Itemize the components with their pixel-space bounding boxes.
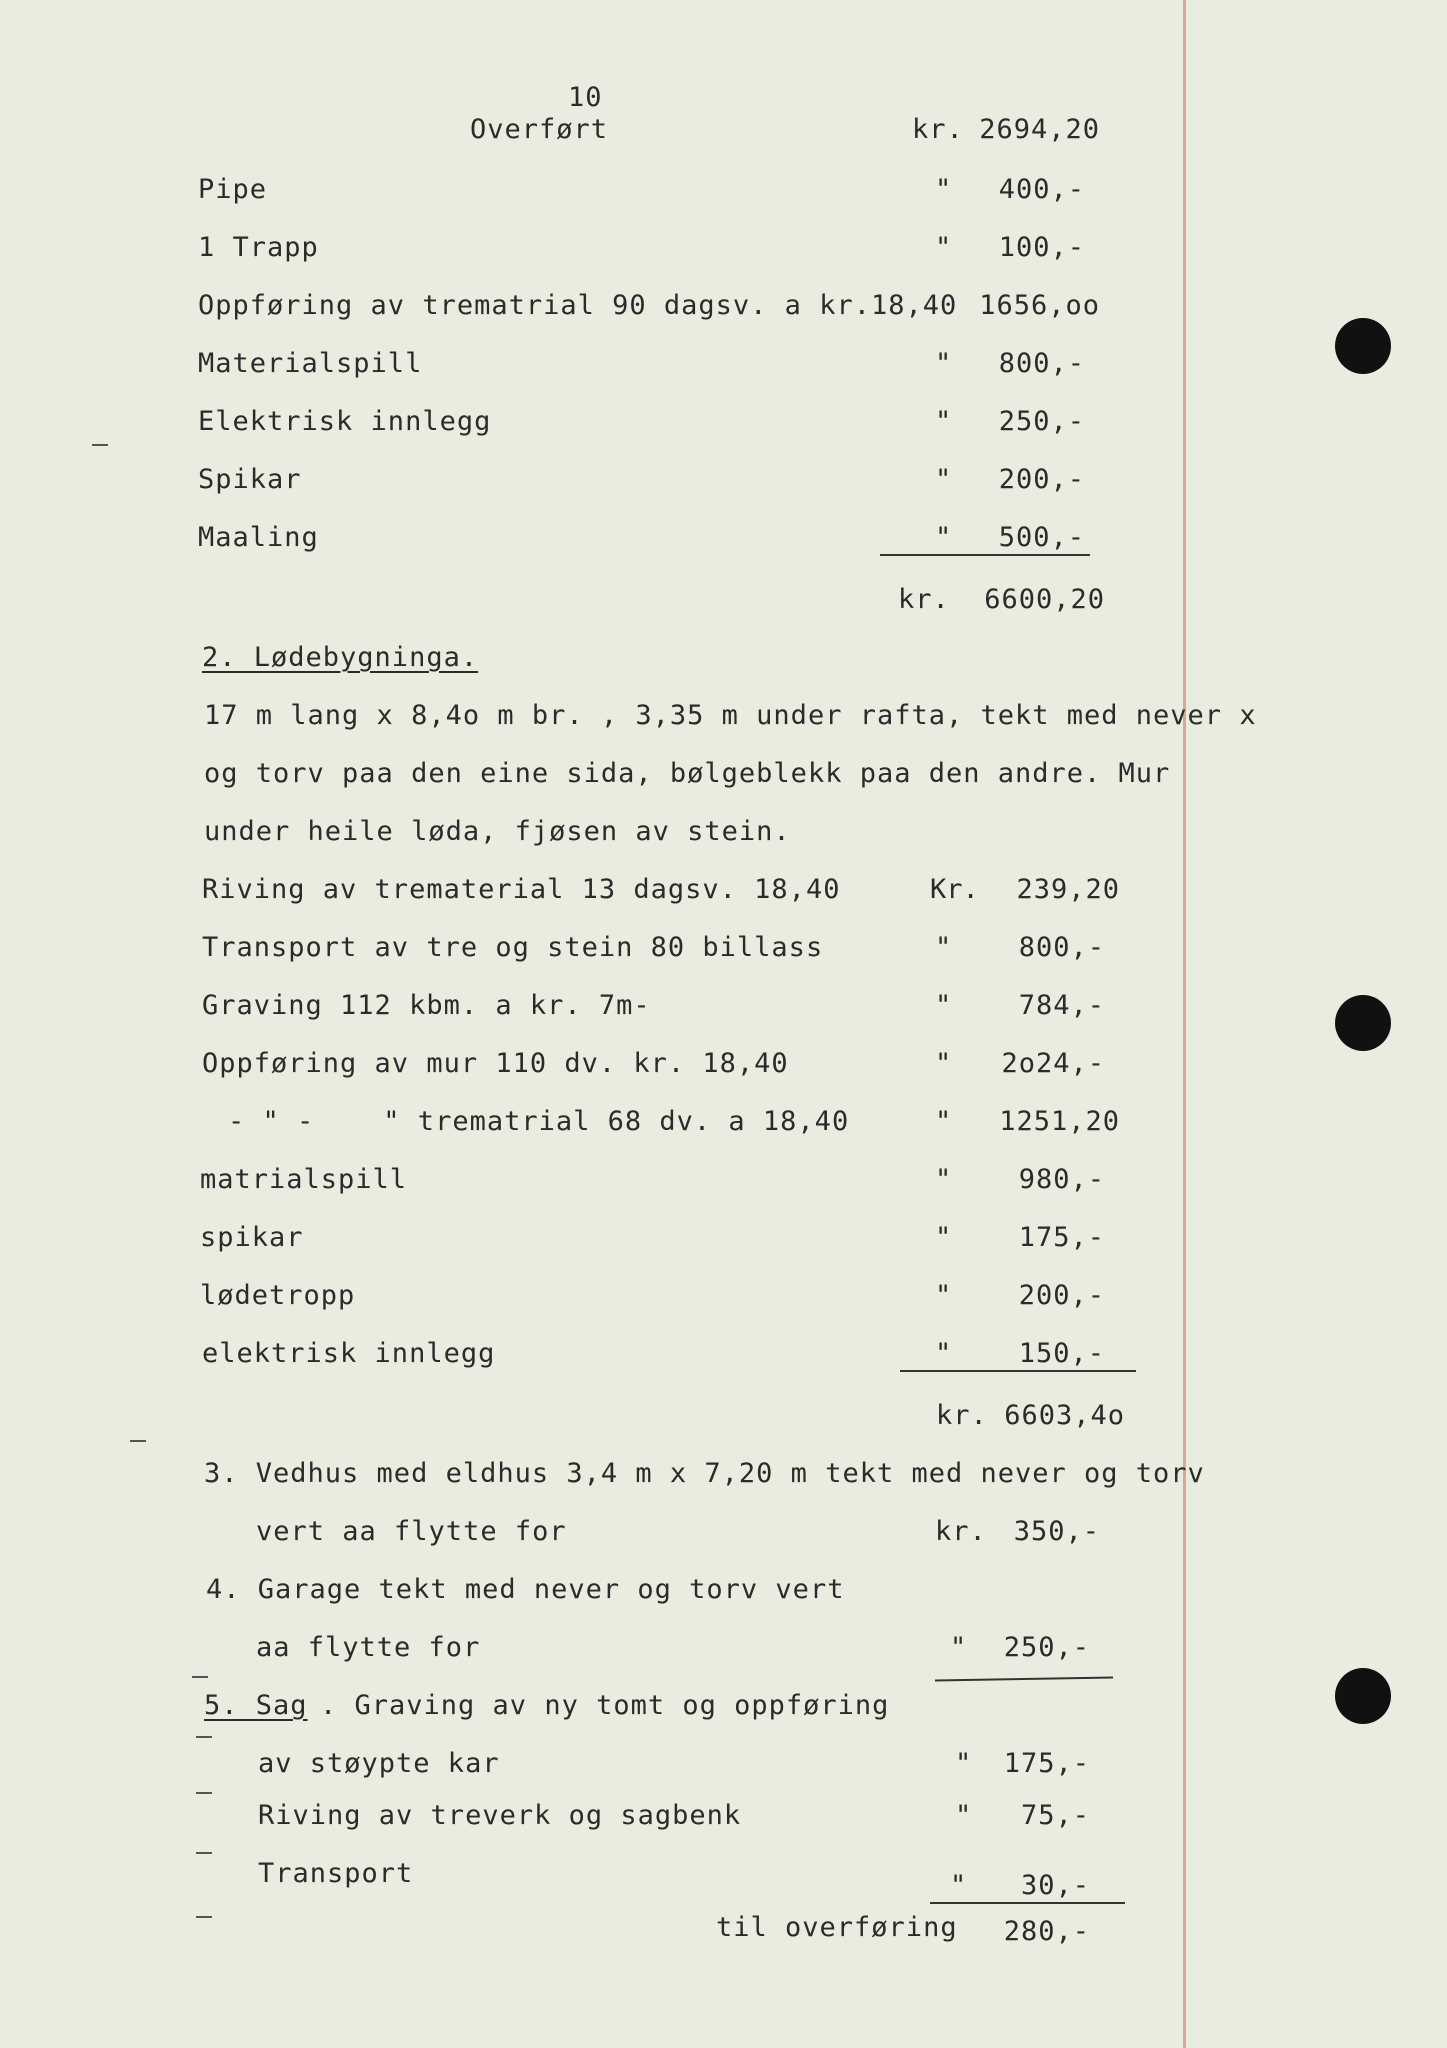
s5-item-label: Riving av treverk og sagbenk xyxy=(258,1800,742,1831)
s1-item-label: Maaling xyxy=(198,522,319,553)
s2-item-mark: " xyxy=(935,1048,952,1079)
margin-tick xyxy=(196,1736,212,1738)
s2-item-mark: " xyxy=(935,1338,952,1369)
header-currency: kr. xyxy=(912,114,964,145)
s2-total-currency: kr. xyxy=(936,1400,988,1431)
s2-item-label: spikar xyxy=(200,1222,304,1253)
s5-item-label: Transport xyxy=(258,1858,414,1889)
s5-item-mark: " xyxy=(955,1748,972,1779)
s1-item-mark: " xyxy=(935,522,952,553)
s5-item-mark: " xyxy=(955,1800,972,1831)
s1-item-mark: " xyxy=(935,348,952,379)
s4-line: 4. Garage tekt med never og torv vert xyxy=(206,1574,845,1605)
s2-item-label: lødetropp xyxy=(200,1280,356,1311)
s2-item-label: Transport av tre og stein 80 billass xyxy=(202,932,824,963)
s4-rule xyxy=(935,1676,1113,1681)
s3-line: 3. Vedhus med eldhus 3,4 m x 7,20 m tekt med never og torv xyxy=(204,1458,1205,1489)
s3-currency: kr. xyxy=(935,1516,987,1547)
s2-item-mark: " xyxy=(935,990,952,1021)
s2-description-line: 17 m lang x 8,4o m br. , 3,35 m under rafta, tekt med never x xyxy=(204,700,1257,731)
margin-tick xyxy=(92,444,108,446)
s5-item-amount: 75,- xyxy=(1020,1800,1090,1831)
s5-item-amount: 30,- xyxy=(1020,1870,1090,1901)
s2-item-label: Oppføring av mur 110 dv. kr. 18,40 xyxy=(202,1048,789,1079)
s1-item-amount: 400,- xyxy=(998,174,1085,205)
s1-item-label: Elektrisk innlegg xyxy=(198,406,492,437)
s5-total-rule xyxy=(930,1902,1125,1904)
s1-item-amount: 800,- xyxy=(998,348,1085,379)
s1-item-mark: " xyxy=(935,406,952,437)
margin-tick xyxy=(130,1440,146,1442)
s2-item-mark: " xyxy=(935,1222,952,1253)
s1-item-amount: 500,- xyxy=(998,522,1085,553)
s2-item-amount: 800,- xyxy=(1018,932,1105,963)
punch-hole-3 xyxy=(1335,1668,1391,1724)
s5-item-mark: " xyxy=(950,1870,967,1901)
s2-item-amount: 1251,20 xyxy=(999,1106,1120,1137)
s1-item-amount: 1656,oo xyxy=(979,290,1100,321)
s2-total: 6603,4o xyxy=(1004,1400,1125,1431)
s2-total-rule xyxy=(900,1370,1136,1372)
s2-description-line: under heile løda, fjøsen av stein. xyxy=(204,816,791,847)
s5-item-amount: 175,- xyxy=(1003,1748,1090,1779)
s2-item-label: - " - " trematrial 68 dv. a 18,40 xyxy=(228,1106,850,1137)
s1-item-amount: 200,- xyxy=(998,464,1085,495)
s1-item-label: Spikar xyxy=(198,464,302,495)
s1-item-mark: " xyxy=(935,464,952,495)
page-number: 10 xyxy=(568,82,603,113)
s1-total-rule xyxy=(880,554,1090,556)
s2-item-mark: " xyxy=(935,1164,952,1195)
s3-amount: 350,- xyxy=(1013,1516,1100,1547)
s4-mark: " xyxy=(950,1632,967,1663)
s1-item-label: Oppføring av trematrial 90 dagsv. a kr.18,40 xyxy=(198,290,958,321)
s1-item-label: Materialspill xyxy=(198,348,423,379)
margin-tick xyxy=(196,1852,212,1854)
s2-item-label: Graving 112 kbm. a kr. 7m- xyxy=(202,990,651,1021)
s2-item-amount: 150,- xyxy=(1018,1338,1105,1369)
s2-item-amount: 175,- xyxy=(1018,1222,1105,1253)
s2-item-mark: " xyxy=(935,1106,952,1137)
s2-item-mark: " xyxy=(935,932,952,963)
s2-item-label: elektrisk innlegg xyxy=(202,1338,496,1369)
s4-line: aa flytte for xyxy=(256,1632,481,1663)
s2-item-amount: 980,- xyxy=(1018,1164,1105,1195)
s1-item-label: Pipe xyxy=(198,174,268,205)
s5-total: 280,- xyxy=(1003,1916,1090,1947)
s1-total: 6600,20 xyxy=(984,584,1105,615)
s2-item-mark: " xyxy=(935,1280,952,1311)
s2-item-amount: 200,- xyxy=(1018,1280,1105,1311)
s5-line: . Graving av ny tomt og oppføring xyxy=(320,1690,890,1721)
s1-item-mark: " xyxy=(935,174,952,205)
s4-amount: 250,- xyxy=(1003,1632,1090,1663)
s2-item-amount: 239,20 xyxy=(1016,874,1120,905)
header-label: Overført xyxy=(470,114,609,145)
margin-tick xyxy=(196,1792,212,1794)
header-amount: 2694,20 xyxy=(979,114,1100,145)
s1-total-currency: kr. xyxy=(898,584,950,615)
s2-item-label: Riving av trematerial 13 dagsv. 18,40 xyxy=(202,874,841,905)
s1-item-amount: 100,- xyxy=(998,232,1085,263)
punch-hole-1 xyxy=(1335,318,1391,374)
s1-item-amount: 250,- xyxy=(998,406,1085,437)
s2-heading: 2. Lødebygninga. xyxy=(202,642,479,673)
s5-total-label: til overføring xyxy=(716,1912,958,1943)
margin-tick xyxy=(192,1676,208,1678)
s1-item-label: 1 Trapp xyxy=(198,232,319,263)
s5-item-label: av støypte kar xyxy=(258,1748,500,1779)
s2-item-amount: 784,- xyxy=(1018,990,1105,1021)
punch-hole-2 xyxy=(1335,995,1391,1051)
margin-tick xyxy=(196,1916,212,1918)
s2-item-mark: Kr. xyxy=(930,874,979,905)
s3-line: vert aa flytte for xyxy=(256,1516,567,1547)
red-margin-line xyxy=(1183,0,1186,2048)
s1-item-mark: " xyxy=(935,232,952,263)
s2-item-label: matrialspill xyxy=(200,1164,408,1195)
s2-description-line: og torv paa den eine sida, bølgeblekk paa den andre. Mur xyxy=(204,758,1171,789)
s2-item-amount: 2o24,- xyxy=(1001,1048,1105,1079)
s5-heading: 5. Sag xyxy=(204,1690,308,1721)
